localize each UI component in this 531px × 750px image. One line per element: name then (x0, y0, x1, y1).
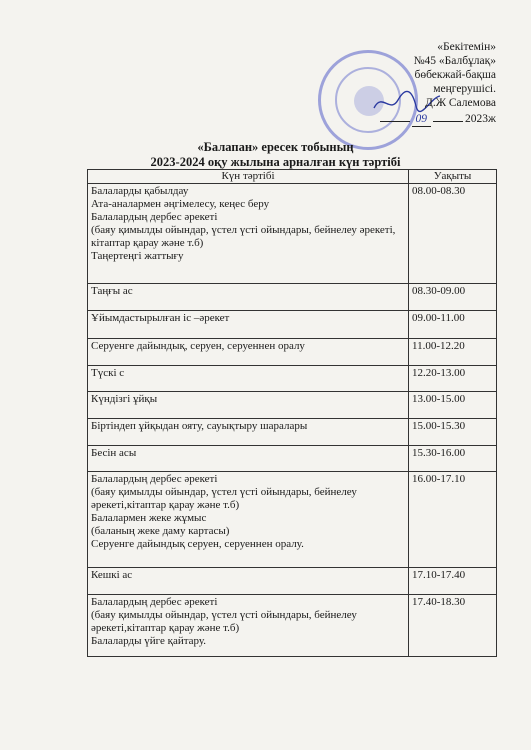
time-cell: 08.00-08.30 (409, 184, 497, 284)
time-cell: 09.00-11.00 (409, 311, 497, 339)
table-header-row (88, 170, 497, 184)
title-line-2: 2023-2024 оқу жылына арналған күн тәртібі (150, 155, 401, 169)
activity-cell: Кешкі ас (88, 568, 409, 595)
approval-line-2: №45 «Балбұлақ» (413, 55, 496, 67)
table-row (88, 366, 497, 392)
table-row (88, 339, 497, 366)
table-row (88, 184, 497, 284)
time-cell: 15.00-15.30 (409, 419, 497, 446)
approval-year: 2023ж (465, 113, 496, 125)
activity-cell: Күндізгі ұйқы (88, 392, 409, 419)
activity-cell: Балалардың дербес әрекеті (баяу қимылды ойындар, үстел үсті ойындары, бейнелеу әрекеті,кітаптар қарау және т.б) Балалармен жеке жұмыс (баланың жеке даму картасы) Серуенге дайындық серуен, серуеннен оралу. (88, 472, 409, 568)
approval-line-5: Д.Ж Салемова (424, 97, 496, 109)
time-cell: 12.20-13.00 (409, 366, 497, 392)
activity-cell: Таңғы ас (88, 284, 409, 311)
time-cell: 17.10-17.40 (409, 568, 497, 595)
approval-month: 09 (412, 112, 432, 127)
time-cell: 17.40-18.30 (409, 595, 497, 657)
table-row (88, 311, 497, 339)
approval-date (380, 110, 496, 127)
activity-cell: Ұйымдастырылған іс –әрекет (88, 311, 409, 339)
title-line-1: «Балапан» ересек тобының (197, 140, 354, 154)
page-title (0, 140, 531, 170)
activity-cell: Балалардың дербес әрекеті (баяу қимылды ойындар, үстел үсті ойындары, бейнелеу әрекеті,кітаптар қарау және т.б) Балаларды үйге қайтару. (88, 595, 409, 657)
table-row (88, 595, 497, 657)
time-cell: 13.00-15.00 (409, 392, 497, 419)
table-row (88, 472, 497, 568)
table-row (88, 568, 497, 595)
time-cell: 11.00-12.20 (409, 339, 497, 366)
table-row (88, 284, 497, 311)
column-header-time: Уақыты (409, 170, 497, 184)
time-cell: 15.30-16.00 (409, 446, 497, 472)
schedule-table (87, 169, 497, 657)
table-row (88, 446, 497, 472)
approval-line-1: «Бекітемін» (437, 41, 496, 53)
activity-cell: Түскі с (88, 366, 409, 392)
activity-cell: Бесін асы (88, 446, 409, 472)
table-row (88, 392, 497, 419)
activity-cell: Біртіндеп ұйқыдан ояту, сауықтыру шаралары (88, 419, 409, 446)
activity-cell: Серуенге дайындық, серуен, серуеннен оралу (88, 339, 409, 366)
table-row (88, 419, 497, 446)
time-cell: 16.00-17.10 (409, 472, 497, 568)
approval-line-4: меңгерушісі. (433, 83, 496, 95)
column-header-activity: Күн тәртібі (88, 170, 409, 184)
activity-cell: Балаларды қабылдау Ата-аналармен әңгімелесу, кеңес беру Балалардың дербес әрекеті (баяу қимылды ойындар, үстел үсті ойындары, бейнелеу әрекеті, кітаптар қарау және т.б) Таңертеңгі жаттығу (88, 184, 409, 284)
time-cell: 08.30-09.00 (409, 284, 497, 311)
approval-block (380, 40, 496, 127)
approval-line-3: бөбекжай-бақша (414, 69, 496, 81)
